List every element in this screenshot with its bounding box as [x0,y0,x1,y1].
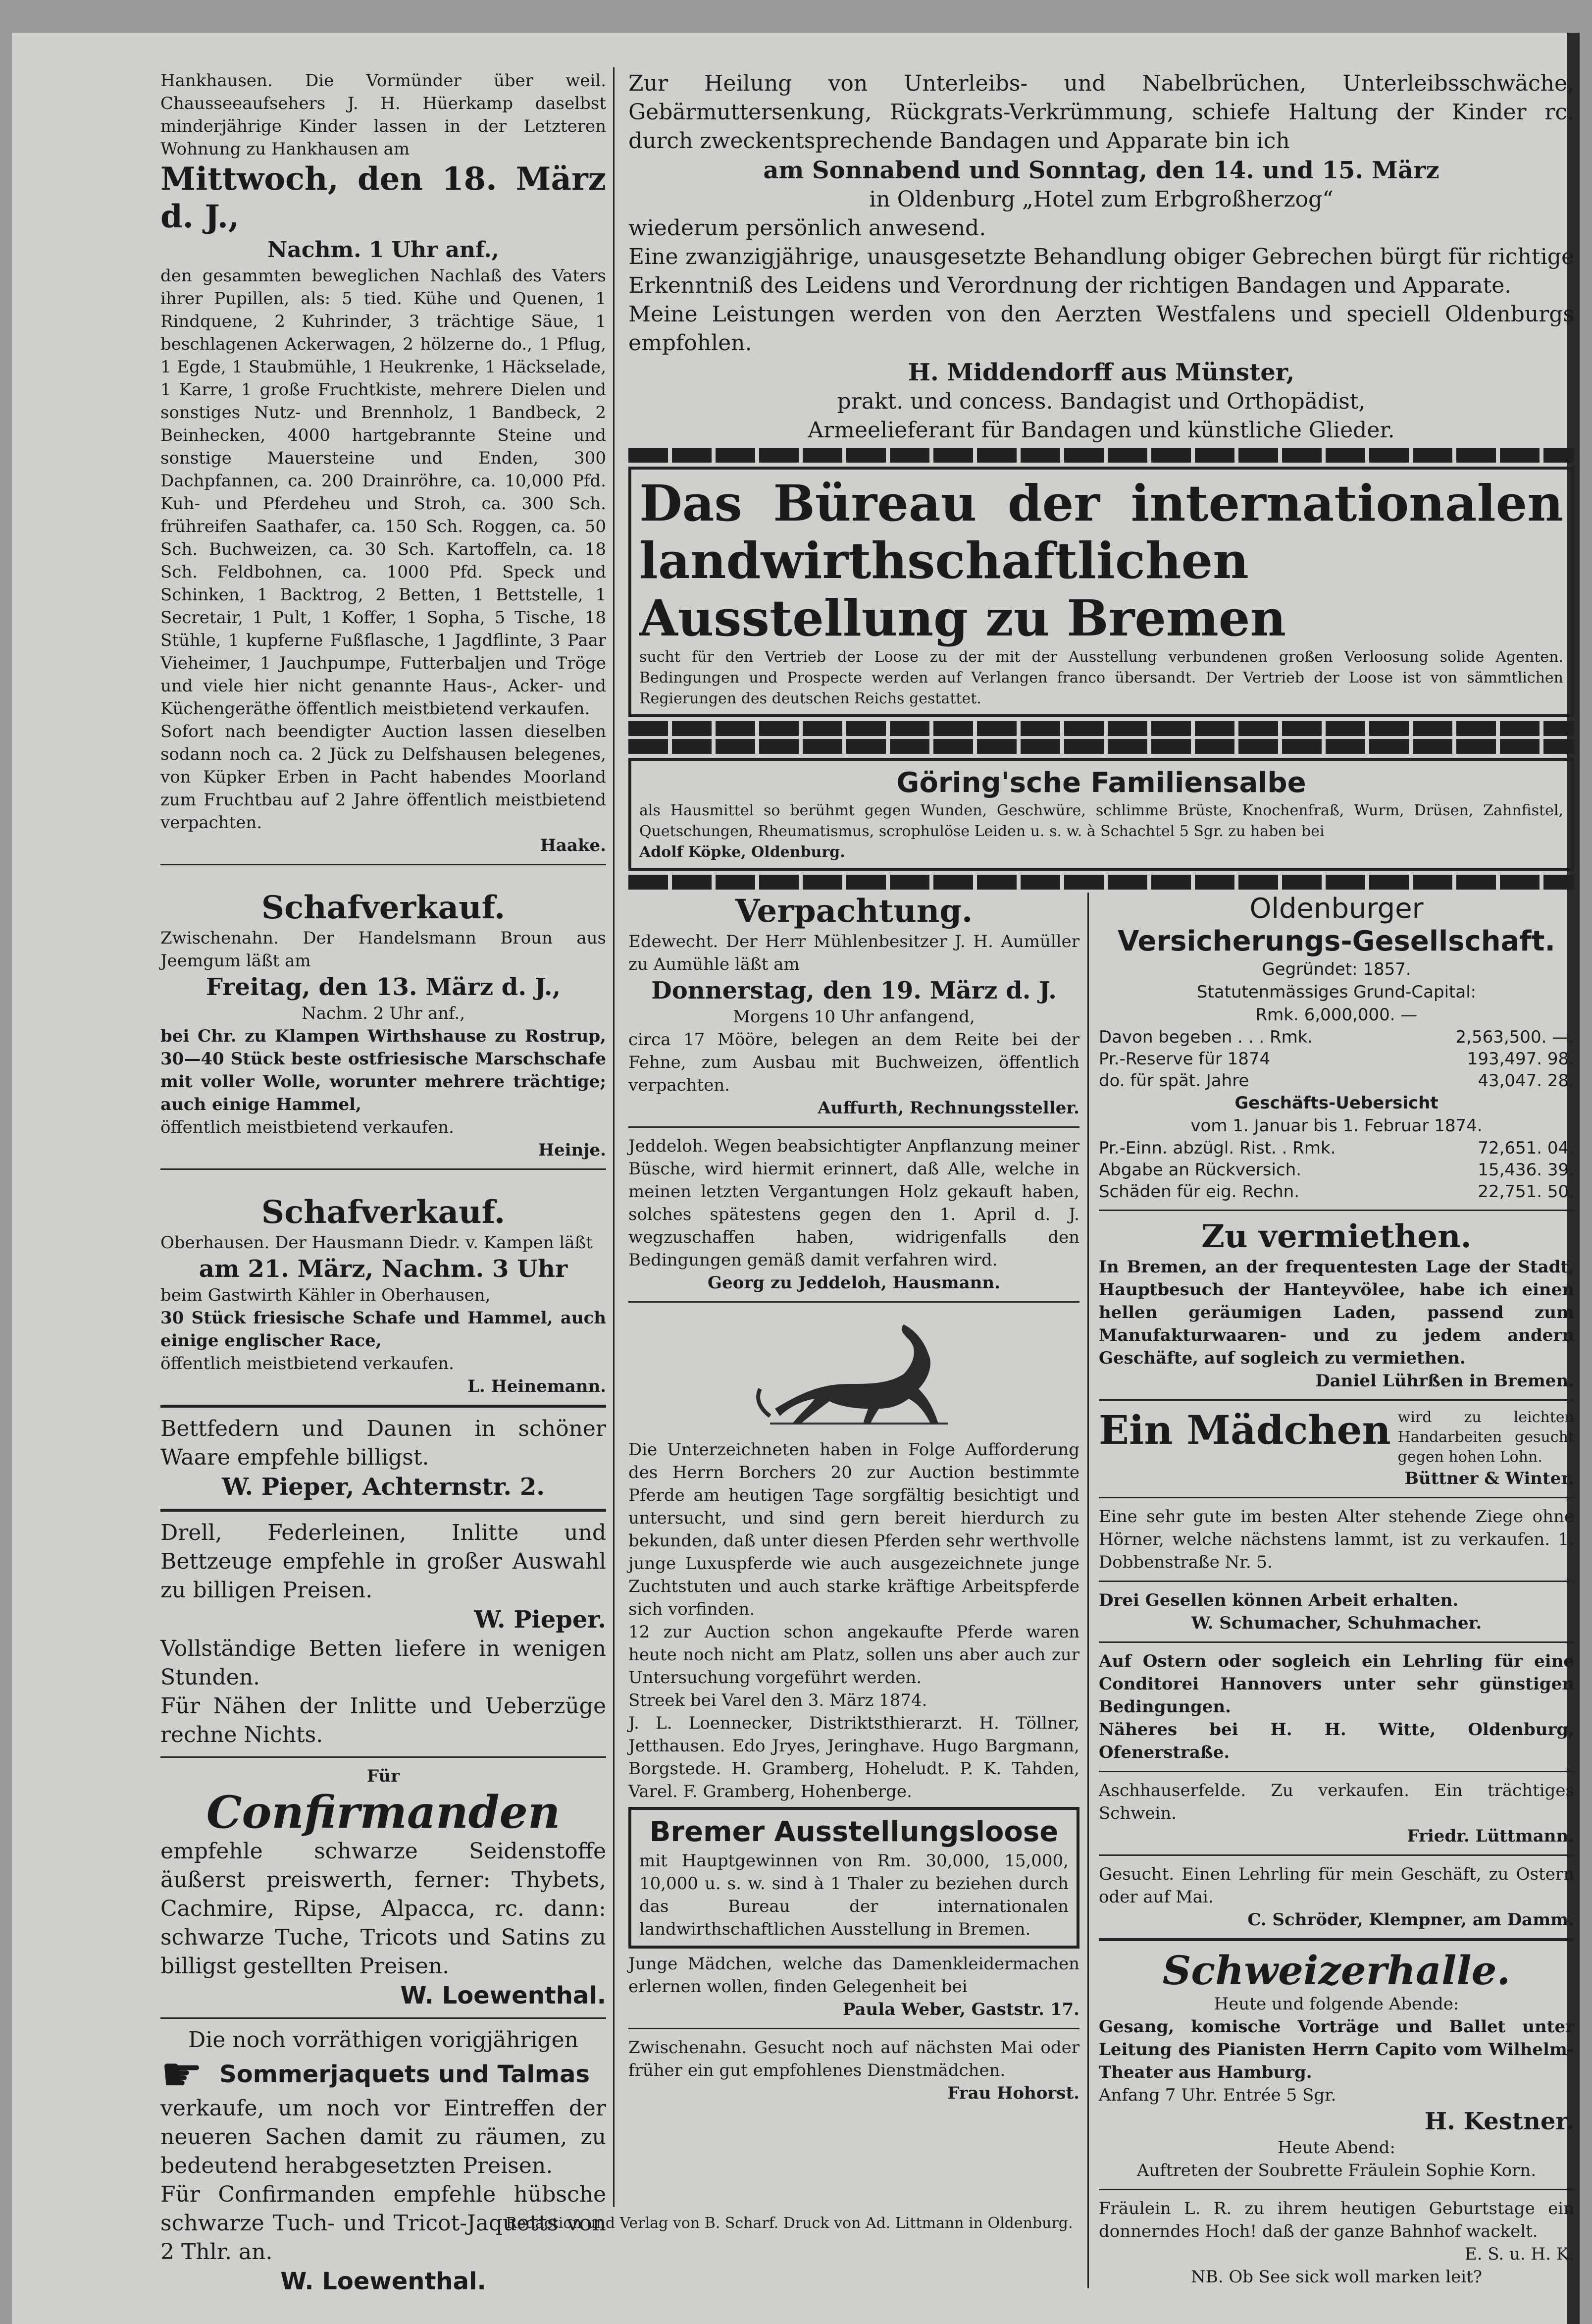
ad-schafverkauf2-place: beim Gastwirth Kähler in Oberhausen, [160,1285,491,1305]
ad-middendorff-text2: wiederum persönlich anwesend. [628,215,986,241]
ad-jeddeloh-text: Jeddeloh. Wegen beabsichtigter Anpflanzung meiner Büsche, wird hiermit erinnert, daß Alle, welche in meinen letzten Vergantungen Holz gekauft haben, solches spätestens gegen den 1. April d. J. wegzuschaffen haben, widrigenfalls den Bedingungen gemäß damit verfahren wird. [628,1136,1079,1270]
ad-bettfedern-text: Bettfedern und Daunen in schöner Waare empfehle billigst. [160,1416,606,1470]
table-cell: 22,751. 50. [1478,1182,1574,1202]
table-cell: do. für spät. Jahre [1099,1071,1249,1091]
divider [160,1509,606,1512]
ad-versicherung-heading2: Versicherungs-Gesellschaft. [1118,925,1555,957]
table-row [1099,1181,1574,1203]
ad-betten-text: Vollständige Betten liefere in wenigen Stunden. [160,1636,606,1690]
ad-einmaedchen-heading: Ein Mädchen [1099,1407,1391,1453]
ad-versicherung-table2 [1099,1137,1574,1203]
divider [160,1756,606,1758]
divider [1099,1641,1574,1643]
ad-ausstellungsloose-text: mit Hauptgewinnen von Rm. 30,000, 15,000, 10,000 u. s. w. sind à 1 Thaler zu beziehen durch das Bureau der internationalen landwirthschaftlichen Ausstellung in Bremen. [639,1851,1069,1939]
ad-familiensalbe [628,758,1574,871]
ad-confirmanden-heading: Confirmanden [206,1786,561,1839]
ad-einmaedchen-signature: Büttner & Winter. [1404,1469,1574,1488]
ad-schweizerhalle-text5: Auftreten der Soubrette Fräulein Sophie Korn. [1136,2161,1537,2180]
ad-schafverkauf2-signature: L. Heinemann. [467,1376,606,1396]
table-cell: Pr.-Einn. abzügl. Rist. . Rmk. [1099,1138,1336,1158]
ad-versicherung-heading: Oldenburger [1249,893,1424,925]
ad-schafverkauf2-date: am 21. März, Nachm. 3 Uhr [199,1255,568,1283]
ad-verpachtung-time: Morgens 10 Uhr anfangend, [733,1007,975,1027]
table-cell: 2,563,500. —. [1455,1027,1574,1047]
ad-klempner-text: Gesucht. Einen Lehrling für mein Geschäft, zu Ostern oder auf Mai. [1099,1864,1574,1907]
table-cell: 15,436. 39. [1478,1160,1574,1180]
page-footer: Redaction und Verlag von B. Scharf. Druck von Ad. Littmann in Oldenburg. [506,2215,1073,2232]
table-row [1099,1026,1574,1048]
ad-auction-followup: Sofort nach beendigter Auction lassen dieselben sodann noch ca. 2 Jück zu Delfshausen belegenes, von Küpker Erben in Pacht habendes Moorland zum Fruchtbau auf 2 Jahre öffentlich meistbietend verpachten. [160,722,606,833]
ad-schafverkauf-signature: Heinje. [538,1140,606,1160]
ad-ausstellungsloose [628,1807,1079,1949]
table-cell: Davon begeben . . . Rmk. [1099,1027,1313,1047]
ad-maedchen-text: Junge Mädchen, welche das Damenkleidermachen erlernen wollen, finden Gelegenheit bei [628,1954,1079,1997]
ad-confirmanden-text: empfehle schwarze Seidenstoffe äußerst preiswerth, ferner: Thybets, Cachmire, Ripse, Alpacca, rc. dann: schwarze Tuche, Tricots und Satins zu billigst gestellten Preisen. [160,1839,606,1979]
divider [1099,1771,1574,1772]
ad-verpachtung-intro: Edewecht. Der Herr Mühlenbesitzer J. H. Aumüller zu Aumühle läßt am [628,932,1079,974]
ad-vermiethen-signature: Daniel Lührßen in Bremen. [1315,1371,1574,1391]
ad-schafverkauf-text: bei Chr. zu Klampen Wirthshause zu Rostrup, 30—40 Stück beste ostfriesische Marschschafe mit voller Wolle, worunter mehrere trächtige; auch einige Hammel, [160,1026,606,1114]
ad-klempner-signature: C. Schröder, Klempner, am Damm. [1247,1910,1574,1930]
ad-bettfedern-signature: W. Pieper, Achternstr. 2. [222,1473,545,1501]
ad-schweizerhalle-text4: Heute Abend: [1278,2138,1395,2158]
ad-versicherung-table [1099,1026,1574,1092]
ad-maedchen-signature: Paula Weber, Gaststr. 17. [842,2000,1079,2019]
ad-drell-text: Drell, Federleinen, Inlitte und Bettzeuge empfehle in großer Auswahl zu billigen Preisen. [160,1520,606,1603]
ad-schweizerhalle-text2: Gesang, komische Vorträge und Ballet unter Leitung des Pianisten Herrn Capito vom Wilhelm-Theater aus Hamburg. [1099,2017,1574,2082]
pointing-hand-icon: ☛ [160,2047,204,2102]
ad-schweizerhalle-text3: Anfang 7 Uhr. Entrée 5 Sgr. [1099,2085,1336,2105]
ad-auction-items: den gesammten beweglichen Nachlaß des Vaters ihrer Pupillen, als: 5 tied. Kühe und Quenen, 1 Rindquene, 2 Kuhrinder, 3 trächtige Säue, 1 beschlagenen Ackerwagen, 2 hölzerne do., 1 Pflug, 1 Egde, 1 Staubmühle, 1 Heukrenke, 1 Häckselade, 1 Karre, 1 große Fruchtkiste, mehrere Dielen und sonstiges Nutz- und Brennholz, 1 Bandbeck, 2 Beinhecken, 4000 hartgebrannte Steine und sonstige Mauersteine und Enden, 300 Dachpfannen, ca. 200 Drainröhre, ca. 10,000 Pfd. Kuh- und Pferdeheu und Stroh, ca. 300 Sch. frühreifen Saathafer, ca. 150 Sch. Roggen, ca. 50 Sch. Buchweizen, ca. 30 Sch. Kartoffeln, ca. 18 Sch. Feldbohnen, ca. 1000 Pfd. Speck und Schinken, 1 Backtrog, 2 Betten, 1 Bettstelle, 1 Secretair, 1 Pult, 1 Koffer, 1 Sopha, 5 Tische, 18 Stühle, 1 kupferne Fußflasche, 1 Jagdflinte, 3 Paar Vieheimer, 1 Jauchpumpe, Futterbaljen und Tröge und viele hier nicht genannte Haus-, Acker- und Küchengeräthe öffentlich meistbietend verkaufen. [160,266,606,719]
ad-gesellen-text: Drei Gesellen können Arbeit erhalten. [1099,1590,1459,1610]
ad-gesellen-signature: W. Schumacher, Schuhmacher. [1191,1613,1482,1633]
ad-auction-signature: Haake. [540,836,606,855]
ad-jaquets-text2: Für Confirmanden empfehle hübsche schwarze Tuch- und Tricot-Jaquetts von 2 Thlr. an. [160,2182,606,2265]
ad-bremen-bureau-heading: Das Büreau der internationalen landwirthschaftlichen Ausstellung zu Bremen [639,474,1563,647]
ad-geburtstag-text: Fräulein L. R. zu ihrem heutigen Geburtstage ein donnerndes Hoch! daß der ganze Bahnhof wackelt. [1099,2199,1574,2241]
horse-illustration [740,1310,968,1433]
ad-middendorff-text3: Eine zwanzigjährige, unausgesetzte Behandlung obiger Gebrechen bürgt für richtige Erkenntniß des Leidens und Verordnung der richtigen Bandagen und Apparate. [628,244,1574,298]
ad-jaquets-intro: Die noch vorräthigen vorigjährigen [188,2027,578,2053]
right-subcolumns [628,893,1574,2288]
ad-schafverkauf2-text: 30 Stück friesische Schafe und Hammel, auch einige englischer Race, [160,1308,606,1351]
ad-auction-hankhausen-intro: Hankhausen. Die Vormünder über weil. Chausseeaufsehers J. H. Hüerkamp daselbst minderjährige Kinder lassen in der Letzteren Wohnung zu Hankhausen am [160,71,606,159]
divider [1099,1210,1574,1211]
ad-versicherung-sub2: vom 1. Januar bis 1. Februar 1874. [1190,1116,1483,1136]
ad-verpachtung-text: circa 17 Mööre, belegen an dem Reite bei der Fehne, zum Ausbau mit Buchweizen, öffentlich verpachten. [628,1030,1079,1095]
ornament-bar [628,875,1574,890]
ad-schafverkauf-time: Nachm. 2 Uhr anf., [301,1004,465,1023]
ad-schafverkauf-intro: Zwischenahn. Der Handelsmann Broun aus Jeemgum läßt am [160,928,606,971]
ad-versicherung-founded: Gegründet: 1857. [1262,959,1411,979]
divider [1099,1581,1574,1582]
ad-middendorff-place: in Oldenburg „Hotel zum Erbgroßherzog“ [869,187,1334,212]
table-cell: Pr.-Reserve für 1874 [1099,1049,1271,1069]
ad-verpachtung-date: Donnerstag, den 19. März d. J. [651,977,1057,1004]
ad-betten-text2: Für Nähen der Inlitte und Ueberzüge rechne Nichts. [160,1693,606,1747]
ad-bremen-bureau-text: sucht für den Vertrieb der Loose zu der mit der Ausstellung verbundenen großen Verloosung solide Agenten. Bedingungen und Prospecte werden auf Verlangen franco übersandt. Der Vertrieb der Loose ist von sämmtlichen Regierungen des deutschen Reichs gestattet. [639,648,1563,707]
ad-vermiethen-text: In Bremen, an der frequentesten Lage der Stadt, Hauptbesuch der Hanteyvölee, habe ich einen hellen geräumigen Laden, passend zum Manufakturwaaren- und zu jedem andern Geschäfte, auf sogleich zu vermiethen. [1099,1257,1574,1368]
table-row [1099,1137,1574,1159]
divider [1099,1399,1574,1401]
ad-verpachtung-signature: Auffurth, Rechnungssteller. [818,1098,1079,1118]
divider [628,1126,1079,1128]
right-subcolumn-left [628,893,1089,2288]
left-column [160,69,606,2296]
ad-middendorff-signature: H. Middendorff aus Münster, [908,359,1295,386]
ad-lehrling-signature: Näheres bei H. H. Witte, Oldenburg, Ofenerstraße. [1099,1720,1574,1762]
ornament-bar [628,448,1574,463]
ad-confirmanden-signature: W. Loewenthal. [400,1982,606,2009]
ad-middendorff-text4: Meine Leistungen werden von den Aerzten Westfalens und speciell Oldenburgs empfohlen. [628,302,1574,356]
ornament-bar [628,721,1574,736]
ad-ausstellungsloose-heading: Bremer Ausstellungsloose [649,1816,1059,1848]
ad-auction-date: Mittwoch, den 18. März d. J., [160,160,606,235]
ad-bremen-bureau [628,467,1574,717]
divider [160,1405,606,1408]
right-column [628,69,1574,2288]
table-row [1099,1048,1574,1070]
divider [160,864,606,865]
ad-pferde-date: Streek bei Varel den 3. März 1874. [628,1690,927,1710]
column-divider [613,67,615,2207]
ad-middendorff-text: Zur Heilung von Unterleibs- und Nabelbrüchen, Unterleibsschwäche, Gebärmuttersenkung, Rückgrats-Verkrümmung, schiefe Haltung der Kinder rc. durch zweckentsprechende Bandagen und Apparate bin ich [628,71,1574,154]
ad-pferde-text2: 12 zur Auction schon angekaufte Pferde waren heute noch nicht am Platz, sollen uns aber auch zur Untersuchung vorgeführt werden. [628,1622,1079,1688]
ad-jaquets-heading: Sommerjaquets und Talmas [219,2060,590,2088]
table-cell: 72,651. 04. [1478,1138,1574,1158]
ad-ziege-text: Eine sehr gute im besten Alter stehende Ziege ohne Hörner, welche nächstens lammt, ist zu verkaufen. 1. Dobbenstraße Nr. 5. [1099,1507,1574,1572]
ad-confirmanden-for: Für [366,1766,400,1786]
ad-familiensalbe-text: als Hausmittel so berühmt gegen Wunden, Geschwüre, schlimme Brüste, Knochenfraß, Wurm, Drüsen, Zahnfistel, Quetschungen, Rheumatismus, scrophulöse Leiden u. s. w. à Schachtel 5 Sgr. zu haben bei [639,802,1563,840]
ad-schafverkauf-text2: öffentlich meistbietend verkaufen. [160,1117,454,1137]
newspaper-page [12,33,1580,2324]
ad-familiensalbe-signature: Adolf Köpke, Oldenburg. [639,844,845,861]
ad-auction-time: Nachm. 1 Uhr anf., [267,237,499,263]
ad-geburtstag-nb: NB. Ob See sick woll marken leit? [1191,2267,1482,2287]
ad-jeddeloh-signature: Georg zu Jeddeloh, Hausmann. [708,1273,1000,1293]
divider [1099,1938,1574,1941]
ad-schafverkauf-date: Freitag, den 13. März d. J., [205,973,561,1001]
divider [160,2017,606,2019]
ad-lehrling-text: Auf Ostern oder sogleich ein Lehrling für eine Conditorei Hannovers unter sehr günstigen Bedingungen. [1099,1651,1574,1717]
ad-schafverkauf2-intro: Oberhausen. Der Hausmann Diedr. v. Kampen läßt [160,1233,593,1253]
divider [628,2028,1079,2029]
table-cell: Abgabe an Rückversich. [1099,1160,1302,1180]
ad-pferde-signatures: J. L. Loennecker, Distriktsthierarzt. H. Töllner, Jetthausen. Edo Jryes, Jeringhave. Hugo Bargmann, Borgstede. H. Gramberg, Hoheludt. P. K. Tahden, Varel. F. Gramberg, Hohenberge. [628,1713,1079,1801]
ad-schwein-text: Aschhauserfelde. Zu verkaufen. Ein trächtiges Schwein. [1099,1781,1574,1823]
ad-verpachtung-heading: Verpachtung. [735,893,973,930]
table-row [1099,1159,1574,1181]
ad-schafverkauf-heading: Schafverkauf. [261,889,506,926]
ad-schweizerhalle-heading: Schweizerhalle. [1162,1947,1511,1994]
ad-jaquets-signature: W. Loewenthal. [280,2268,486,2295]
table-cell: 43,047. 28. [1478,1071,1574,1091]
ad-drell-signature: W. Pieper. [474,1606,606,1634]
ad-jaquets-text: verkaufe, um noch vor Eintreffen der neueren Sachen damit zu räumen, zu bedeutend herabgesetzten Preisen. [160,2096,606,2178]
ad-versicherung-capital-value: Rmk. 6,000,000. — [1255,1005,1418,1025]
ad-versicherung-capital: Statutenmässiges Grund-Capital: [1196,982,1477,1002]
right-subcolumn-right [1099,893,1574,2288]
divider [1099,2189,1574,2190]
ad-schwein-signature: Friedr. Lüttmann. [1407,1826,1574,1846]
divider [628,1301,1079,1303]
ad-middendorff-title2: Armeelieferant für Bandagen und künstliche Glieder. [808,418,1395,443]
ad-schweizerhalle-text1: Heute und folgende Abende: [1214,1994,1459,2014]
ad-schafverkauf2-text2: öffentlich meistbietend verkaufen. [160,1354,454,1373]
ad-schafverkauf2-heading: Schafverkauf. [261,1194,506,1231]
table-cell: Schäden für eig. Rechn. [1099,1182,1299,1202]
ad-geburtstag-signature: E. S. u. H. K. [1464,2244,1574,2264]
table-cell: 193,497. 98. [1467,1049,1574,1069]
ad-einmaedchen-text: wird zu leichten Handarbeiten gesucht gegen hohen Lohn. [1397,1409,1574,1466]
divider [1099,1854,1574,1856]
table-row [1099,1070,1574,1092]
ad-schweizerhalle-signature: H. Kestner. [1424,2108,1574,2135]
ad-vermiethen-heading: Zu vermiethen. [1201,1218,1472,1255]
ad-dienstmaedchen-signature: Frau Hohorst. [947,2083,1079,2103]
ad-dienstmaedchen-text: Zwischenahn. Gesucht noch auf nächsten Mai oder früher ein gut empfohlenes Dienstmädchen. [628,2038,1079,2080]
divider [160,1168,606,1170]
ad-versicherung-sub: Geschäfts-Uebersicht [1234,1093,1438,1113]
ad-familiensalbe-heading: Göring'sche Familiensalbe [896,767,1306,799]
ad-middendorff-title: prakt. und concess. Bandagist und Orthopädist, [837,389,1366,414]
ornament-bar [628,739,1574,754]
divider [1099,1497,1574,1498]
ad-middendorff-date: am Sonnabend und Sonntag, den 14. und 15. März [763,157,1439,184]
ad-pferde-text: Die Unterzeichneten haben in Folge Aufforderung des Herrn Borchers 20 zur Auction bestimmte Pferde am heutigen Tage sorgfältig besichtigt und untersucht, und sind gern bereit hierdurch zu bekunden, daß unter diesen Pferden sehr werthvolle junge Luxuspferde wie auch ausgezeichnete junge Zuchtstuten und auch starke kräftige Arbeitspferde sich vorfinden. [628,1440,1079,1619]
